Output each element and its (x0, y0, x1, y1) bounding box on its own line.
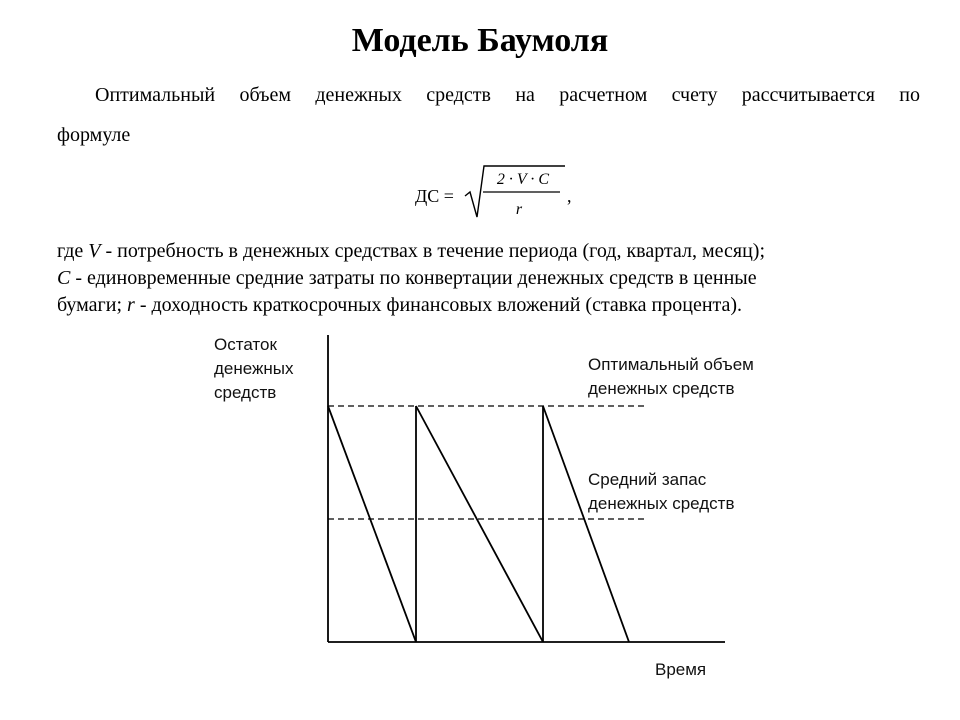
def-v-text: - потребность в денежных средствах в течение периода (год, квартал, месяц); (100, 240, 765, 262)
formula-denominator: r (515, 201, 523, 218)
formula-numerator: 2 · V · C (496, 171, 550, 188)
y-axis-label-line: средств (214, 383, 277, 402)
cycle-1-depletion (328, 406, 416, 642)
def-v-lead: где (57, 240, 89, 262)
baumol-diagram (310, 330, 740, 660)
intro-text-line-2: формуле (57, 124, 131, 146)
intro-text-line-1: Оптимальный объем денежных средств на расчетном счету рассчитывается по (95, 84, 920, 106)
page-title: Модель Баумоля (351, 22, 609, 59)
cycle-2-depletion (416, 406, 543, 642)
cycle-3-depletion (543, 406, 629, 642)
x-axis-label: Время (655, 660, 707, 679)
def-r-text: - доходность краткосрочных финансовых вложений (ставка процента). (134, 294, 743, 316)
def-c-symbol: C (57, 267, 71, 289)
average-level-label-line: денежных средств (588, 494, 735, 513)
def-c-text: - единовременные средние затраты по конвертации денежных средств в ценные (70, 267, 757, 289)
y-axis-label (214, 333, 294, 405)
formula-comma: , (567, 186, 572, 206)
variable-definitions (57, 238, 927, 319)
baumol-formula (415, 162, 585, 224)
y-axis-label-line: Остаток (214, 335, 277, 354)
y-axis-label-line: денежных (214, 359, 294, 378)
optimal-level-label-line: денежных средств (588, 379, 735, 398)
def-v-symbol: V (88, 240, 101, 262)
def-c-text-cont: бумаги; (57, 294, 128, 316)
optimal-level-label-line: Оптимальный объем (588, 355, 754, 374)
formula-lhs: ДС = (415, 186, 454, 206)
average-level-label-line: Средний запас (588, 470, 707, 489)
def-r-symbol: r (127, 294, 135, 316)
